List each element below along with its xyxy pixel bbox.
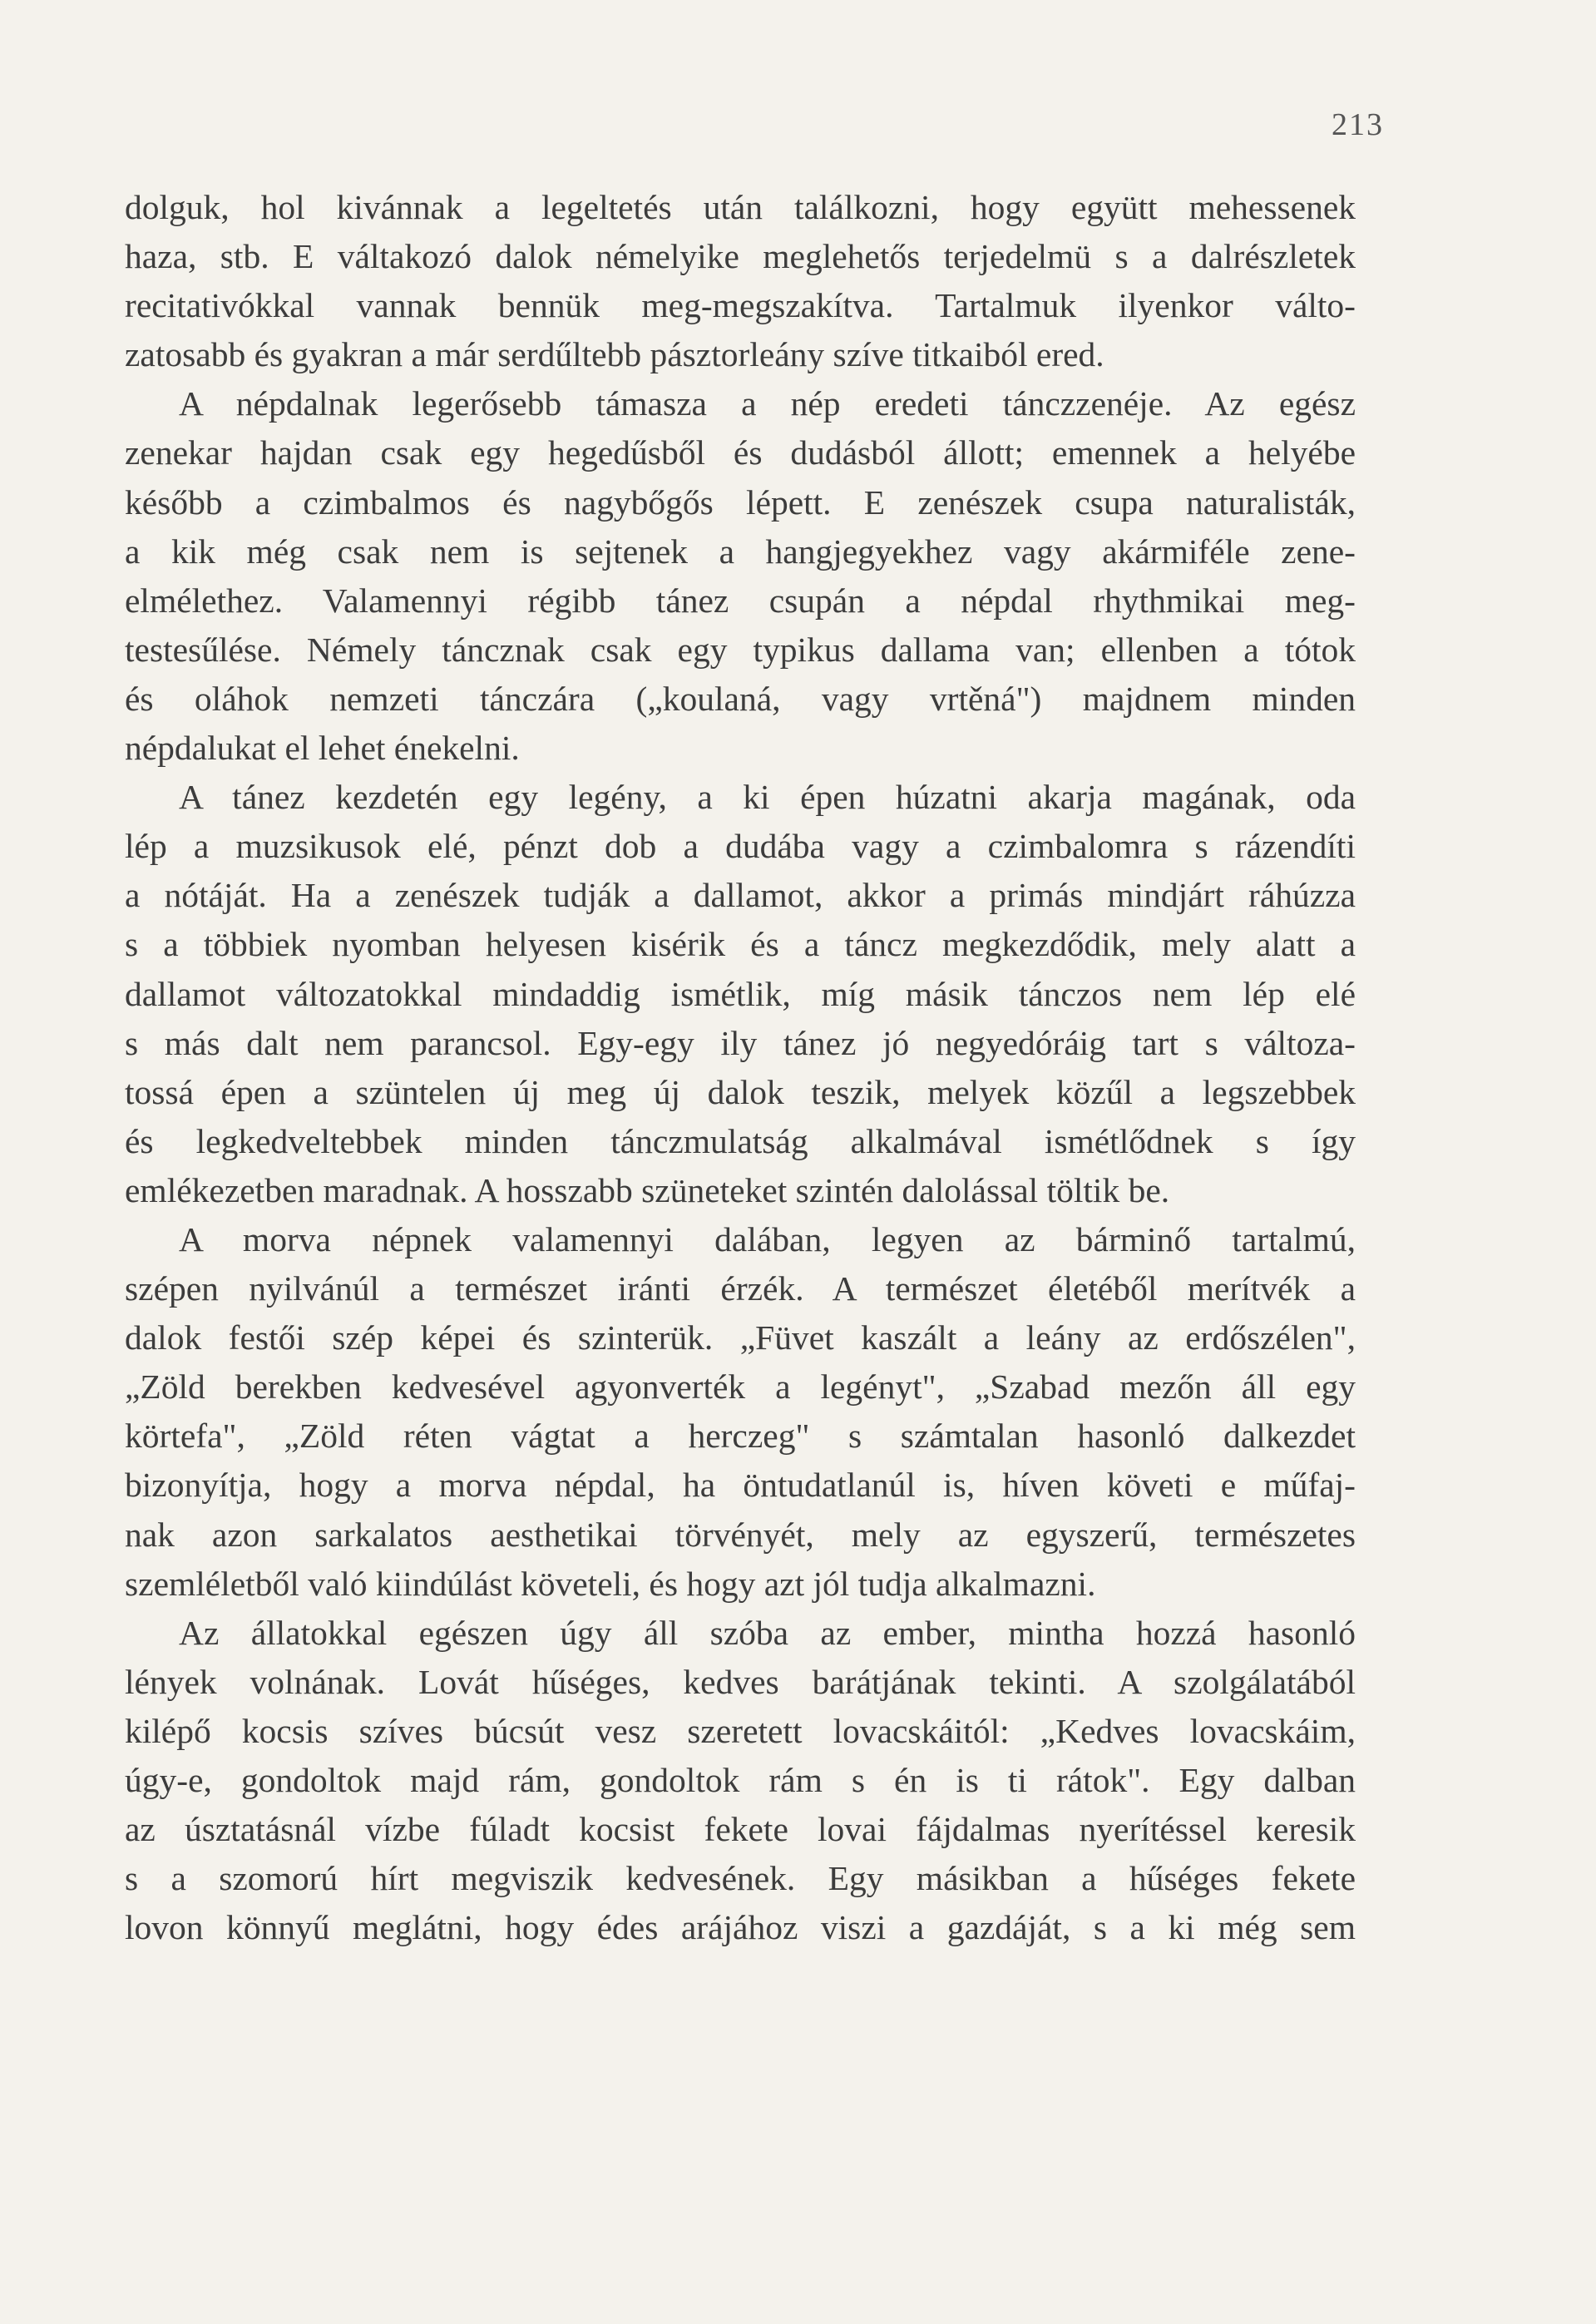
text-line: úgy-e, gondoltok majd rám, gondoltok rám s én is ti rátok". Egy dalban bbox=[125, 1761, 1356, 1799]
text-line: nak azon sarkalatos aesthetikai törvényét, mely az egyszerű, természetes bbox=[125, 1515, 1356, 1554]
text-line: zenekar hajdan csak egy hegedűsből és dudásból állott; emennek a helyébe bbox=[125, 433, 1356, 472]
text-line: körtefa", „Zöld réten vágtat a herczeg" s számtalan hasonló dalkezdet bbox=[125, 1417, 1356, 1456]
text-line: A morva népnek valamennyi dalában, legyen az bárminő tartalmú, bbox=[179, 1219, 1356, 1258]
text-line: A tánez kezdetén egy legény, a ki épen húzatni akarja magának, oda bbox=[179, 778, 1356, 817]
text-line: testesűlése. Némely táncznak csak egy typikus dallama van; ellenben a tótok bbox=[125, 630, 1356, 669]
page-number: 213 bbox=[1332, 107, 1384, 142]
text-line: és legkedveltebbek minden tánczmulatság alkalmával ismétlődnek s így bbox=[125, 1121, 1356, 1160]
text-line: s más dalt nem parancsol. Egy-egy ily tánez jó negyedóráig tart s változa- bbox=[125, 1023, 1356, 1062]
text-line: népdalukat el lehet énekelni. bbox=[125, 729, 520, 768]
text-line: lények volnának. Lovát hűséges, kedves barátjának tekinti. A szolgálatából bbox=[125, 1662, 1356, 1701]
text-line: lovon könnyű meglátni, hogy édes arájához viszi a gazdáját, s a ki még sem bbox=[125, 1908, 1356, 1947]
text-line: és oláhok nemzeti tánczára („koulaná, vagy vrtěná") majdnem minden bbox=[125, 679, 1356, 718]
text-line: recitativókkal vannak bennük meg-megszakítva. Tartalmuk ilyenkor válto- bbox=[125, 286, 1356, 325]
text-line: a nótáját. Ha a zenészek tudják a dallamot, akkor a primás mindjárt ráhúzza bbox=[125, 876, 1356, 915]
text-line: emlékezetben maradnak. A hosszabb szüneteket szintén dalolással töltik be. bbox=[125, 1170, 1170, 1209]
text-line: zatosabb és gyakran a már serdűltebb pásztorleány szíve titkaiból ered. bbox=[125, 335, 1104, 374]
text-line: s a többiek nyomban helyesen kisérik és a táncz megkezdődik, mely alatt a bbox=[125, 925, 1356, 964]
text-line: később a czimbalmos és nagybőgős lépett. E zenészek csupa naturalisták, bbox=[125, 482, 1356, 522]
text-line: az úsztatásnál vízbe fúladt kocsist fekete lovai fájdalmas nyerítéssel keresik bbox=[125, 1810, 1356, 1849]
text-line: dalok festői szép képei és szinterük. „Füvet kaszált a leány az erdőszélen", bbox=[125, 1318, 1356, 1357]
text-line: dallamot változatokkal mindaddig ismétlik, míg másik tánczos nem lép elé bbox=[125, 974, 1356, 1013]
text-line: kilépő kocsis szíves búcsút vesz szeretett lovacskáitól: „Kedves lovacskáim, bbox=[125, 1711, 1356, 1750]
text-line: dolguk, hol kivánnak a legeltetés után találkozni, hogy együtt mehessenek bbox=[125, 188, 1356, 226]
text-line: szemléletből való kiindúlást követeli, és hogy azt jól tudja alkalmazni. bbox=[125, 1564, 1096, 1603]
text-line: lép a muzsikusok elé, pénzt dob a dudába vagy a czimbalomra s rázendíti bbox=[125, 827, 1356, 866]
text-line: A népdalnak legerősebb támasza a nép eredeti tánczzenéje. Az egész bbox=[179, 384, 1356, 423]
body-text bbox=[125, 183, 1356, 1952]
text-line: elmélethez. Valamennyi régibb tánez csupán a népdal rhythmikai meg- bbox=[125, 581, 1356, 620]
text-line: Az állatokkal egészen úgy áll szóba az ember, mintha hozzá hasonló bbox=[179, 1613, 1356, 1652]
text-line: szépen nyilvánúl a természet iránti érzék. A természet életéből merítvék a bbox=[125, 1269, 1356, 1308]
text-line: s a szomorú hírt megviszik kedvesének. Egy másikban a hűséges fekete bbox=[125, 1859, 1356, 1898]
text-line: „Zöld berekben kedvesével agyonverték a legényt", „Szabad mezőn áll egy bbox=[125, 1367, 1356, 1407]
text-line: tossá épen a szüntelen új meg új dalok teszik, melyek közűl a legszebbek bbox=[125, 1072, 1356, 1111]
text-line: a kik még csak nem is sejtenek a hangjegyekhez vagy akármiféle zene- bbox=[125, 532, 1356, 571]
text-line: bizonyítja, hogy a morva népdal, ha öntudatlanúl is, híven követi e műfaj- bbox=[125, 1466, 1356, 1505]
text-line: haza, stb. E váltakozó dalok némelyike meglehetős terjedelmü s a dalrészletek bbox=[125, 237, 1356, 276]
